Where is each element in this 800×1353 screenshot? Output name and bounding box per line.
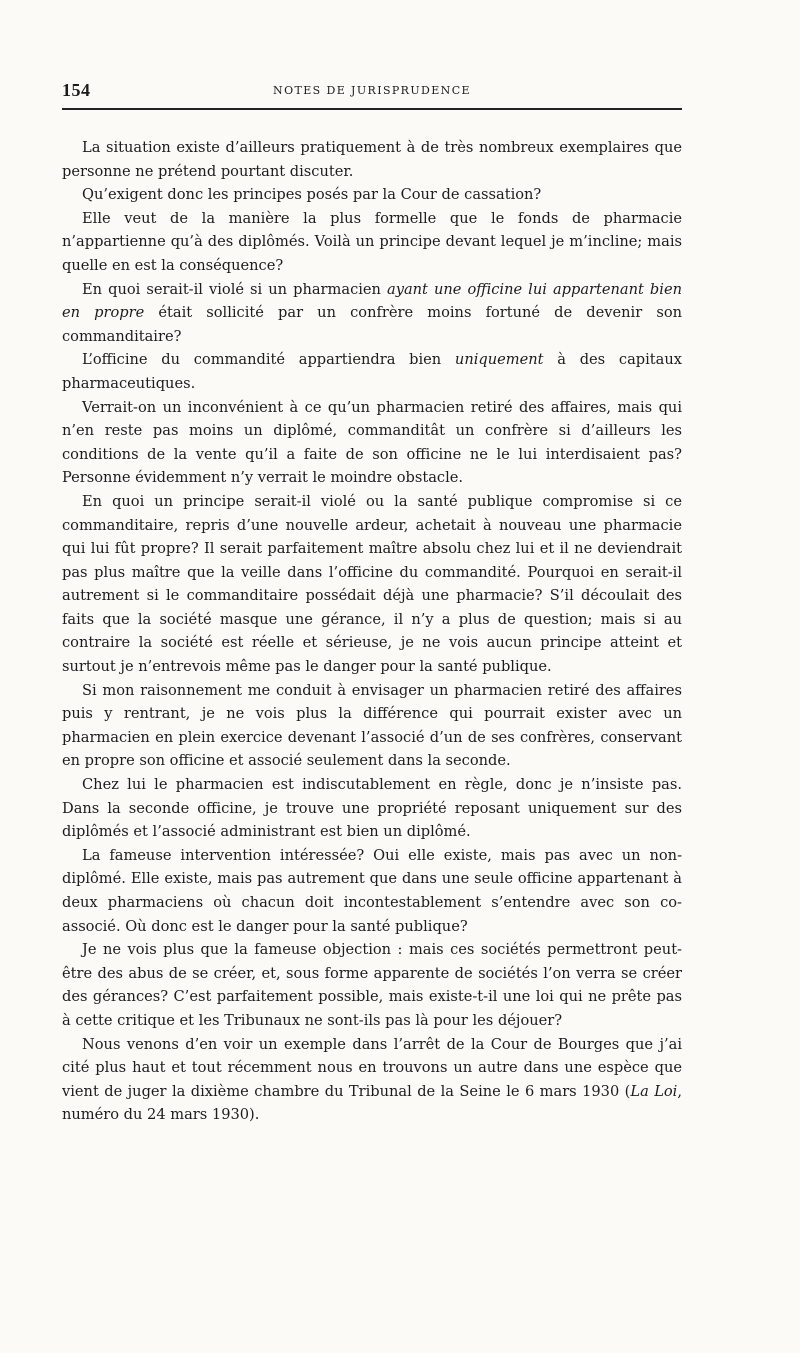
text-run: Nous venons d’en voir un exemple dans l’arrêt de la Cour de Bourges que j’ai cité plus haut et tout récemment nous en trouvons un autre dans une espèce que vient de juger la dixième chambre du Tribunal de la Seine le 6 mars 1930 ( (62, 1035, 682, 1100)
paragraph (62, 679, 682, 773)
paragraph (62, 773, 682, 844)
paragraph (62, 183, 682, 207)
text-run: Chez lui le pharmacien est indiscutablement en règle, donc je n’insiste pas. Dans la seconde officine, je trouve une propriété reposant uniquement sur des diplômés et l’associé administrant est bien un diplômé. (62, 776, 682, 841)
text-run: était sollicité par un confrère moins fortuné de devenir son commanditaire? (62, 304, 683, 345)
paragraph (62, 938, 682, 1032)
running-title: NOTES DE JURISPRUDENCE (273, 84, 471, 97)
text-run: Je ne vois plus que la fameuse objection : mais ces sociétés permettront peut-être des abus de se créer, et, sous forme apparente de sociétés l’on verra se créer des gérances? C’est parfaitement possible, mais existe-t-il une loi qui ne prête pas à cette critique et les Tribunaux ne sont-ils pas là pour les déjouer? (62, 941, 682, 1029)
text-run: La situation existe d’ailleurs pratiquement à de très nombreux exemplaires que personne ne prétend pourtant discuter. (62, 139, 682, 180)
running-header (62, 78, 682, 110)
text-run: En quoi un principe serait-il violé ou la santé publique compromise si ce commanditaire, repris d’une nouvelle ardeur, achetait à nouveau une pharmacie qui lui fût propre? Il serait parfaitement maître absolu chez lui et il ne deviendrait pas plus maître que la veille dans l’officine du commandité. Pourquoi en serait-il autrement si le commanditaire possédait déjà une pharmacie? S’il découlait des faits que la société masque une gérance, il n’y a plus de question; mais si au contraire la société est réelle et sérieuse, je ne vois aucun principe atteint et surtout je n’entrevois même pas le danger pour la santé publique. (62, 492, 682, 676)
paragraph (62, 348, 682, 395)
paragraph (62, 278, 682, 349)
text-run: Qu’exigent donc les principes posés par la Cour de cassation? (82, 186, 542, 204)
text-run: La fameuse intervention intéressée? Oui elle existe, mais pas avec un non-diplômé. Elle existe, mais pas autrement que dans une seule officine appartenant à deux pharmaciens où chacun doit incontestablement s’entendre avec son co-associé. Où donc est le danger pour la santé publique? (62, 846, 682, 935)
text-run: Elle veut de la manière la plus formelle que le fonds de pharmacie n’appartienne qu’à des diplômés. Voilà un principe devant lequel je m’incline; mais quelle en est la conséquence? (62, 209, 682, 274)
italic-run: uniquement (454, 351, 544, 369)
text-run: L’officine du commandité appartiendra bien (82, 351, 455, 369)
paragraph (62, 396, 682, 490)
paragraph (62, 207, 682, 278)
paragraph (62, 844, 682, 938)
paragraph (62, 490, 682, 679)
page-number: 154 (62, 80, 91, 100)
text-run: à des capitaux pharmaceutiques. (62, 351, 682, 392)
text-run: Si mon raisonnement me conduit à envisager un pharmacien retiré des affaires puis y rentrant, je ne vois plus la différence qui pourrait exister avec un pharmacien en plein exercice devenant l’associé d’un de ses confrères, conservant en propre son officine et associé seulement dans la seconde. (62, 681, 682, 770)
italic-run: ayant une officine lui appartenant bien en propre (62, 280, 682, 322)
italic-run: La Loi (630, 1082, 678, 1100)
document-page (62, 78, 682, 1127)
paragraph (62, 1033, 682, 1127)
paragraph (62, 136, 682, 183)
text-run: Verrait-on un inconvénient à ce qu’un pharmacien retiré des affaires, mais qui n’en reste pas moins un diplômé, commanditât un confrère si d’ailleurs les conditions de la vente qu’il a faite de son officine ne le lui interdisaient pas? Personne évidemment n’y verrait le moindre obstacle. (62, 398, 682, 487)
text-run: En quoi serait-il violé si un pharmacien (82, 280, 387, 298)
body-text (62, 136, 682, 1127)
text-run: , numéro du 24 mars 1930). (62, 1082, 682, 1124)
